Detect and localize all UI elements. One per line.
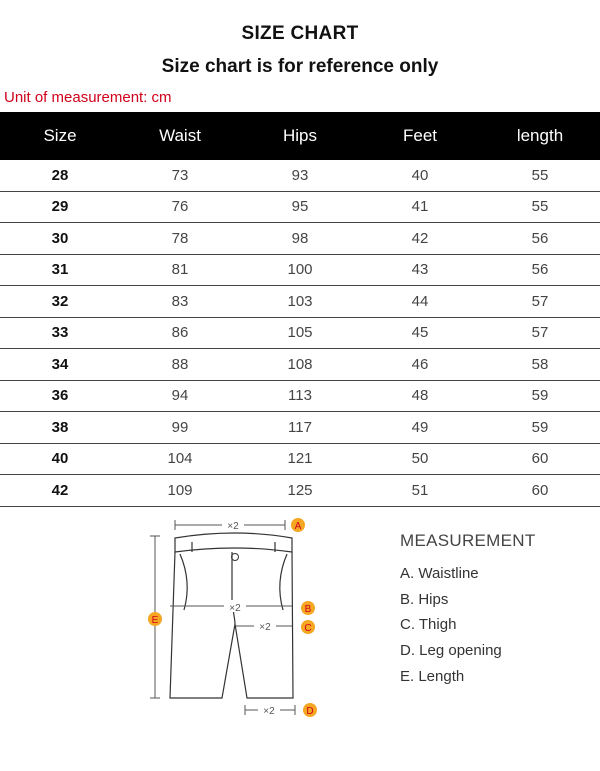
measure-cell: 81 [120, 254, 240, 286]
measure-cell: 99 [120, 412, 240, 444]
leg-opening-multiplier: ×2 [263, 706, 275, 717]
measure-cell: 50 [360, 443, 480, 475]
marker-c-label: C [304, 623, 312, 634]
measure-cell: 86 [120, 317, 240, 349]
column-header: Hips [240, 112, 360, 160]
measurement-item: B. Hips [400, 590, 449, 608]
table-row [0, 160, 600, 191]
size-cell: 42 [0, 475, 120, 507]
size-cell: 40 [0, 443, 120, 475]
measure-cell: 57 [480, 286, 600, 318]
measure-cell: 42 [360, 223, 480, 255]
measure-cell: 103 [240, 286, 360, 318]
marker-b-label: B [304, 604, 312, 615]
table-row [0, 317, 600, 349]
column-header: Size [0, 112, 120, 160]
measure-cell: 100 [240, 254, 360, 286]
measurement-item: E. Length [400, 667, 465, 685]
measurement-title: MEASUREMENT [400, 531, 536, 550]
table-row [0, 412, 600, 444]
measurement-item: A. Waistline [400, 565, 479, 582]
measure-cell: 59 [480, 412, 600, 444]
measure-cell: 45 [360, 317, 480, 349]
measure-cell: 49 [360, 412, 480, 444]
table-body [0, 160, 600, 506]
measure-cell: 95 [240, 191, 360, 223]
measurement-list [400, 565, 502, 693]
table-row [0, 349, 600, 381]
column-header: length [480, 112, 600, 160]
waist-multiplier: ×2 [227, 521, 239, 532]
measure-cell: 60 [480, 475, 600, 507]
measure-cell: 48 [360, 380, 480, 412]
size-cell: 36 [0, 380, 120, 412]
size-cell: 32 [0, 286, 120, 318]
table-row [0, 380, 600, 412]
measure-cell: 109 [120, 475, 240, 507]
table-row [0, 475, 600, 507]
measure-cell: 41 [360, 191, 480, 223]
measure-cell: 105 [240, 317, 360, 349]
thigh-multiplier: ×2 [259, 622, 271, 633]
measure-cell: 59 [480, 380, 600, 412]
marker-e-label: E [151, 615, 159, 626]
shorts-diagram [140, 512, 330, 722]
page-title: SIZE CHART [241, 23, 359, 44]
measure-cell: 98 [240, 223, 360, 255]
measurement-item: C. Thigh [400, 616, 457, 634]
measure-cell: 44 [360, 286, 480, 318]
measure-cell: 83 [120, 286, 240, 318]
table-row [0, 443, 600, 475]
table-row [0, 254, 600, 286]
measure-cell: 51 [360, 475, 480, 507]
table-row [0, 191, 600, 223]
measure-cell: 55 [480, 191, 600, 223]
measure-cell: 121 [240, 443, 360, 475]
measure-cell: 125 [240, 475, 360, 507]
table-row [0, 223, 600, 255]
measure-cell: 58 [480, 349, 600, 381]
measure-cell: 93 [240, 160, 360, 191]
measure-cell: 73 [120, 160, 240, 191]
size-cell: 28 [0, 160, 120, 191]
marker-d-label: D [306, 706, 314, 717]
measure-cell: 55 [480, 160, 600, 191]
measure-cell: 40 [360, 160, 480, 191]
unit-note: Unit of measurement: cm [4, 89, 172, 106]
column-header: Waist [120, 112, 240, 160]
measure-cell: 78 [120, 223, 240, 255]
page-subtitle: Size chart is for reference only [161, 56, 439, 77]
measure-cell: 56 [480, 254, 600, 286]
measure-cell: 113 [240, 380, 360, 412]
measure-cell: 104 [120, 443, 240, 475]
measure-cell: 43 [360, 254, 480, 286]
size-cell: 30 [0, 223, 120, 255]
measure-cell: 88 [120, 349, 240, 381]
marker-a-label: A [294, 521, 302, 532]
size-cell: 38 [0, 412, 120, 444]
table-header-row [0, 112, 600, 160]
measure-cell: 94 [120, 380, 240, 412]
measure-cell: 76 [120, 191, 240, 223]
size-cell: 29 [0, 191, 120, 223]
size-cell: 34 [0, 349, 120, 381]
size-cell: 33 [0, 317, 120, 349]
column-header: Feet [360, 112, 480, 160]
measure-cell: 117 [240, 412, 360, 444]
measure-cell: 60 [480, 443, 600, 475]
table-row [0, 286, 600, 318]
measure-cell: 57 [480, 317, 600, 349]
size-cell: 31 [0, 254, 120, 286]
measurement-item: D. Leg opening [400, 642, 502, 660]
measure-cell: 56 [480, 223, 600, 255]
measure-cell: 46 [360, 349, 480, 381]
hips-multiplier: ×2 [229, 603, 241, 614]
size-table [0, 112, 600, 507]
measure-cell: 108 [240, 349, 360, 381]
